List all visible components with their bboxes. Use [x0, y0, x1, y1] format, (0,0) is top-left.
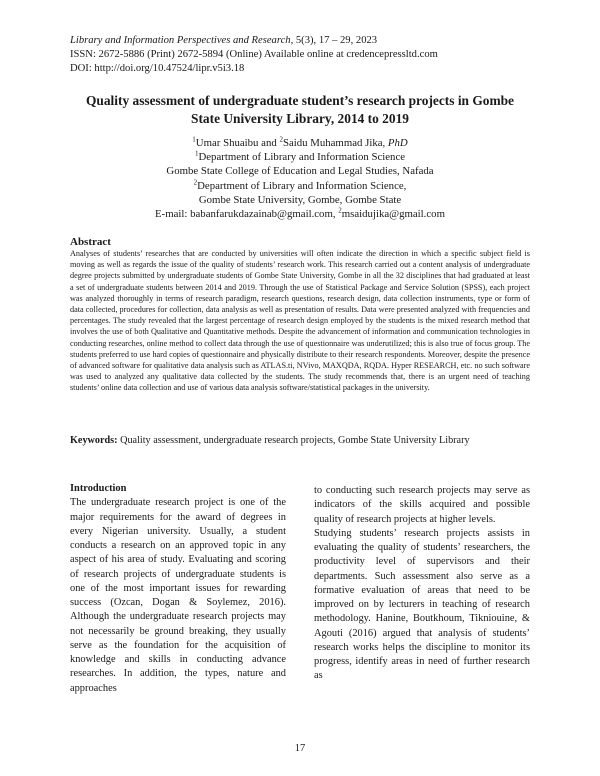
introduction-heading: Introduction	[70, 483, 127, 494]
affil1-dept-text: Department of Library and Information Science	[198, 151, 406, 164]
affil1-sup: 1	[194, 149, 199, 158]
introduction-paragraph-2: Studying students’ research projects assists in evaluating the quality of students’ researchers, the productivity level of supervisors and their departments. Such assessment also serve as a formative evaluation of areas that need to be improved on by lecturers in teaching of research methodology. Hanine, Boutkhoum, Tikniouine, & Agouti (2016) argued that analysis of students’ research works helps the discipline to monitor its progress, identify areas in need of further research as	[314, 527, 530, 682]
introduction-paragraph-1-cont: to conducting such research projects may serve as indicators of the skills acquired and possible quality of research projects at higher levels.	[314, 485, 530, 525]
issn-line: ISSN: 2672-5886 (Print) 2672-5894 (Online) Available online at credencepressltd.com	[70, 49, 438, 60]
column-right	[314, 484, 530, 684]
article-title: Quality assessment of undergraduate student’s research projects in Gombe State University Library, 2014 to 2019	[86, 93, 514, 126]
email-1[interactable]: E-mail: babanfarukdazainab@gmail.com,	[155, 208, 339, 221]
keywords-text: Quality assessment, undergraduate research projects, Gombe State University Library	[117, 435, 470, 446]
email2-sup: 2	[338, 206, 342, 215]
author1-sup: 1	[192, 135, 196, 144]
doi-line[interactable]: DOI: http://doi.org/10.47524/lipr.v5i3.18	[70, 63, 245, 74]
affiliation-2-inst: Gombe State University, Gombe, Gombe State	[198, 193, 402, 206]
abstract-body: Analyses of students’ researches that are conducted by universities will often indicate the direction in which a specific subject field is moving as well as regards the issue of the quality of students’ research work. This research carried out a content analysis of undergraduate degree projects submitted by undergraduate students of Gombe State University, Gombe in all the 32 disciplines that had graduated at least a set of undergraduate students between 2014 and 2019. Through the use of Statistical Package and Service Solution (SPSS), each project was analyzed thoroughly in terms of research paradigm, research questions, research design, data collection instruments, type or form of data collected, procedures for collection, data analysis as well as presentation of results. Data were presented analyzed with frequencies and percentages. The study revealed that the largest percentage of research design employed by the students is the mixed research method that involves the use of both Qualitative and Quantitative methods. Despite the advancement of information and communication technologies in conducting researches, online method to collect data through the use of questionnaire was underutilized; this is also true of focus group. The students preferred to use hard copies of questionnaire and physically distribute to their research respondents. Moreover, despite the presence of advanced software for qualitative data analysis such as ATLAS.ti, NVivo, MAXQDA, RQDA. Hyper RESEARCH, etc. no such software was used to analyzed any qualitative data collected by the students. The study recommends that, there is an urgent need of teaching students’ online data collection and use of various data analysis software/statistical packages in the university.	[70, 249, 530, 393]
journal-citation	[70, 34, 540, 48]
affiliation-1-dept	[70, 150, 530, 164]
affil2-sup: 2	[193, 178, 198, 187]
keywords-label: Keywords:	[70, 435, 118, 446]
author2-name: Saidu Muhammad Jika,	[282, 137, 388, 149]
email-2[interactable]: msaidujika@gmail.com	[341, 208, 445, 221]
journal-header	[70, 34, 540, 76]
affiliation-1-inst: Gombe State College of Education and Legal Studies, Nafada	[166, 165, 434, 178]
author-names	[70, 136, 530, 150]
author-block	[70, 136, 530, 221]
author2-sup: 2	[279, 135, 283, 144]
email-line	[70, 207, 530, 221]
column-left	[70, 482, 286, 696]
journal-title: Library and Information Perspectives and Research	[70, 35, 291, 46]
volume-issue: , 5(3), 17 – 29, 2023	[290, 35, 378, 46]
author1-name: Umar Shuaibu and	[195, 137, 280, 149]
abstract-heading: Abstract	[70, 236, 111, 248]
affiliation-2-dept	[70, 179, 530, 193]
keywords	[70, 434, 530, 448]
author2-title: PhD	[387, 137, 408, 149]
affil2-dept-text: Department of Library and Information Science,	[197, 179, 407, 192]
page-number: 17	[294, 743, 306, 754]
introduction-paragraph-1: The undergraduate research project is one of the major requirements for the award of degrees in every Nigerian university. Usually, a student conducts a research on an approved topic in any aspect of his area of study. Evaluating and scoring of research projects of undergraduate students is one of the most important issues for rewarding success (Ozcan, Dogan & Soylemez, 2016). Although the undergraduate research projects may not necessarily be ground breaking, they usually serve as the foundation for the acquisition of knowledge and skills in conducting advance researches. In addition, the types, nature and approaches	[70, 497, 286, 694]
